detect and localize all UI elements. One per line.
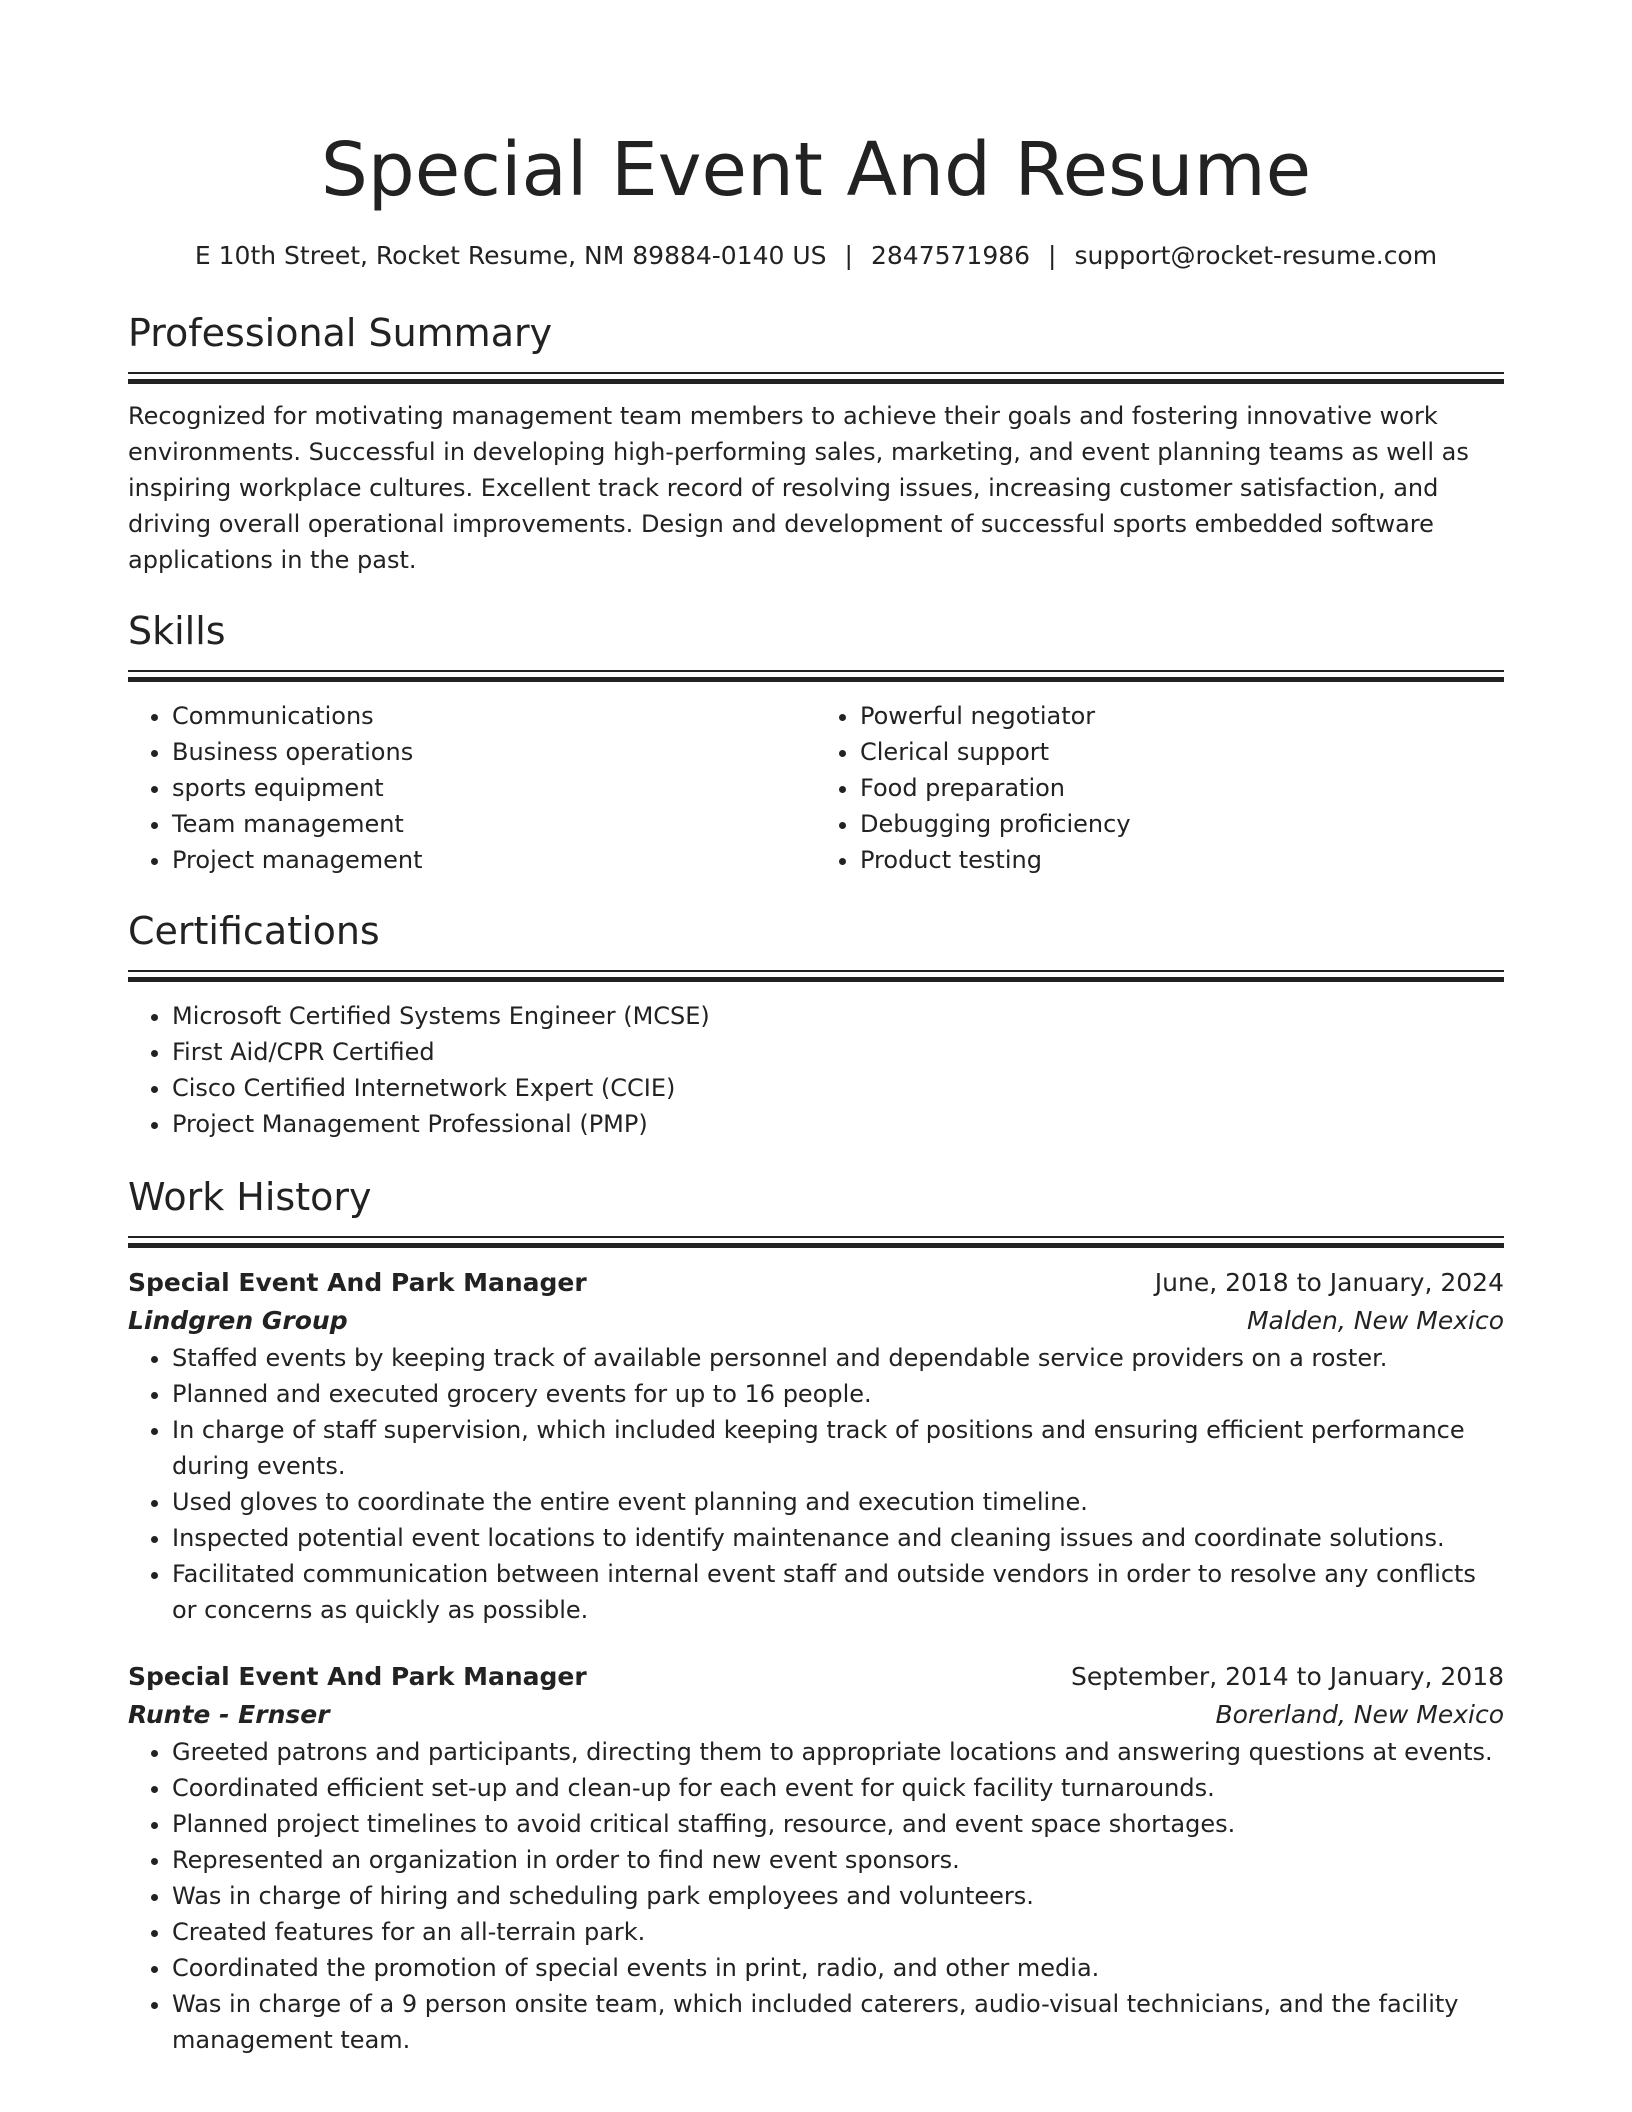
section-divider	[128, 372, 1504, 382]
job-header	[128, 1658, 1504, 1696]
skill-item: • Team management	[172, 806, 816, 842]
job-duty-item: • Facilitated communication between internal event staff and outside vendors in order to resolve any conflicts or concerns as quickly as possible.	[172, 1556, 1504, 1628]
skill-item: • sports equipment	[172, 770, 816, 806]
summary-section	[128, 308, 1504, 578]
job-company: Lindgren Group	[128, 1306, 348, 1335]
job-duty-item: • Used gloves to coordinate the entire event planning and execution timeline.	[172, 1484, 1504, 1520]
work-history-section	[128, 1172, 1504, 2058]
contact-separator: |	[1048, 241, 1057, 270]
job-duty-item: • Coordinated the promotion of special events in print, radio, and other media.	[172, 1950, 1504, 1986]
certification-item: • Microsoft Certified Systems Engineer (MCSE)	[172, 998, 1504, 1034]
skill-item: • Clerical support	[860, 734, 1504, 770]
certification-item: • First Aid/CPR Certified	[172, 1034, 1504, 1070]
job-subheader	[128, 1696, 1504, 1734]
job-duties	[128, 1734, 1504, 2058]
contact-address: E 10th Street, Rocket Resume, NM 89884-0140 US	[194, 241, 827, 270]
job-duty-item: • Inspected potential event locations to identify maintenance and cleaning issues and coordinate solutions.	[172, 1520, 1504, 1556]
job-duty-item: • In charge of staff supervision, which included keeping track of positions and ensuring efficient performance during events.	[172, 1412, 1504, 1484]
job-duty-item: • Coordinated efficient set-up and clean-up for each event for quick facility turnarounds.	[172, 1770, 1504, 1806]
job-header	[128, 1264, 1504, 1302]
job-location: Borerland, New Mexico	[1215, 1700, 1504, 1729]
skills-section	[128, 606, 1504, 878]
contact-email: support@rocket-resume.com	[1074, 241, 1438, 270]
job-duty-item: • Created features for an all-terrain park.	[172, 1914, 1504, 1950]
summary-heading: Professional Summary	[128, 311, 553, 355]
job-duty-item: • Greeted patrons and participants, directing them to appropriate locations and answering questions at events.	[172, 1734, 1504, 1770]
job-dates: June, 2018 to January, 2024	[1154, 1268, 1504, 1297]
contact-line	[128, 238, 1504, 274]
skill-item: • Food preparation	[860, 770, 1504, 806]
certifications-section	[128, 906, 1504, 1142]
job-duty-item: • Planned and executed grocery events for up to 16 people.	[172, 1376, 1504, 1412]
skill-item: • Business operations	[172, 734, 816, 770]
contact-phone: 2847571986	[870, 241, 1031, 270]
job-duty-item: • Was in charge of a 9 person onsite team, which included caterers, audio-visual technicians, and the facility management team.	[172, 1986, 1504, 2058]
job-title: Special Event And Park Manager	[128, 1268, 587, 1297]
skills-grid	[128, 698, 1504, 878]
resume-name: Special Event And Resume	[320, 127, 1312, 213]
job-duty-item: • Planned project timelines to avoid critical staffing, resource, and event space shortages.	[172, 1806, 1504, 1842]
job-duty-item: • Represented an organization in order to find new event sponsors.	[172, 1842, 1504, 1878]
section-divider	[128, 670, 1504, 680]
job-duty-item: • Was in charge of hiring and scheduling park employees and volunteers.	[172, 1878, 1504, 1914]
job-title: Special Event And Park Manager	[128, 1662, 587, 1691]
skills-list-right	[816, 698, 1504, 878]
work-history-heading: Work History	[128, 1175, 372, 1219]
job-subheader	[128, 1302, 1504, 1340]
job-entry	[128, 1264, 1504, 1628]
skills-heading: Skills	[128, 609, 226, 653]
certifications-list	[128, 998, 1504, 1142]
job-duties	[128, 1340, 1504, 1628]
job-dates: September, 2014 to January, 2018	[1071, 1662, 1504, 1691]
certifications-heading: Certifications	[128, 909, 380, 953]
job-duty-item: • Staffed events by keeping track of available personnel and dependable service providers on a roster.	[172, 1340, 1504, 1376]
skill-item: • Communications	[172, 698, 816, 734]
skill-item: • Powerful negotiator	[860, 698, 1504, 734]
certification-item: • Project Management Professional (PMP)	[172, 1106, 1504, 1142]
job-location: Malden, New Mexico	[1246, 1306, 1504, 1335]
contact-separator: |	[844, 241, 853, 270]
section-divider	[128, 1236, 1504, 1246]
skill-item: • Debugging proficiency	[860, 806, 1504, 842]
job-company: Runte - Ernser	[128, 1700, 330, 1729]
job-entry	[128, 1658, 1504, 2058]
summary-text: Recognized for motivating management team members to achieve their goals and fostering innovative work environments. Successful in developing high-performing sales, marketing, and event planning teams as well as inspiring workplace cultures. Excellent track record of resolving issues, increasing customer satisfaction, and driving overall operational improvements. Design and development of successful sports embedded software applications in the past.	[128, 402, 1469, 574]
section-divider	[128, 970, 1504, 980]
certification-item: • Cisco Certified Internetwork Expert (CCIE)	[172, 1070, 1504, 1106]
skill-item: • Project management	[172, 842, 816, 878]
skills-list-left	[128, 698, 816, 878]
skill-item: • Product testing	[860, 842, 1504, 878]
